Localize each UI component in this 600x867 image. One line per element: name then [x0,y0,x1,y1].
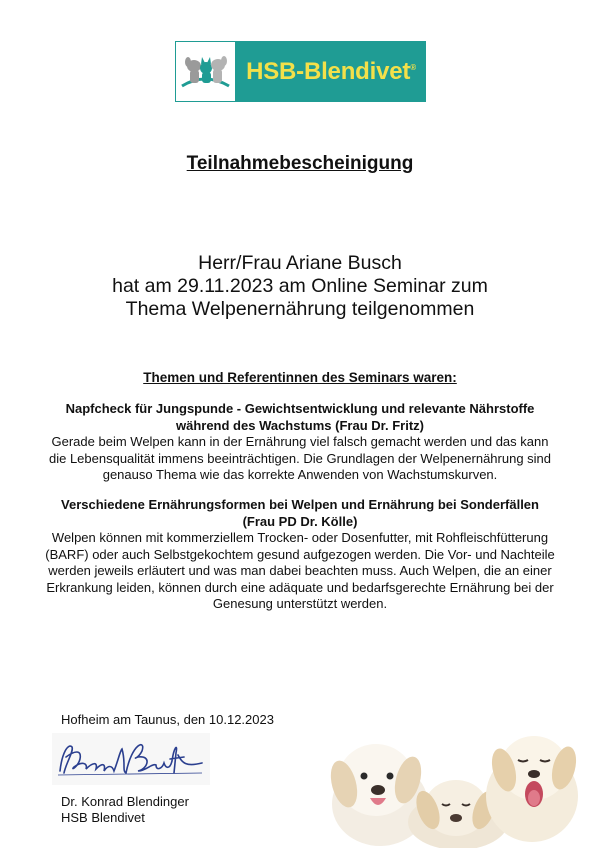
topic-description: die Lebensqualität immens beeinträchtigen. Die Grundlagen der Welpenernährung sind [48,450,552,466]
topics-heading: Themen und Referentinnen des Seminars waren: [143,370,457,385]
seminar-date-line: hat am 29.11.2023 am Online Seminar zum [112,275,488,297]
topic-title: Napfcheck für Jungspunde - Gewichtsentwicklung und relevante Nährstoffe [65,401,535,416]
topic-item [30,497,570,613]
registered-mark: ® [410,62,416,72]
brand-text: HSB-Blendivet [246,57,411,85]
topic-title: (Frau PD Dr. Kölle) [242,513,358,529]
signer-organization: HSB Blendivet [61,810,145,825]
topic-description: Erkrankung leiden, können durch eine adäquate und bedarfsgerechte Ernährung bei der [46,579,554,595]
topic-title: während des Wachstums (Frau Dr. Fritz) [175,417,424,433]
seminar-topic-line: Thema Welpenernährung teilgenommen [125,298,475,320]
signer-block [61,794,189,826]
participant-name-line: Herr/Frau Ariane Busch [198,252,402,274]
topic-description: Welpen können mit kommerziellem Trocken- oder Dosenfutter, mit Rohfleischfütterung [51,530,549,545]
topic-description: Gerade beim Welpen kann in der Ernährung viel falsch gemacht werden und das kann [51,434,549,449]
topic-description: werden jeweils erläutert und was man dabei beachten muss. Auch Welpen, die an einer [48,563,552,578]
topic-title: Verschiedene Ernährungsformen bei Welpen und Ernährung bei Sonderfällen [61,497,539,512]
topic-item [30,401,570,484]
topic-description: (BARF) oder auch Selbstgekochtem gesund aufgezogen werden. Die Vor- und Nachteile [45,546,555,562]
topic-description: genauso Thema wie das korrekte Anwenden von Wachstumskurven. [102,467,498,482]
brand-name [236,58,426,86]
participant-statement [0,252,600,321]
puppies-image [318,718,586,848]
topic-description: Genesung unterstützt werden. [212,596,388,611]
pets-logo-icon [175,41,236,102]
signer-name: Dr. Konrad Blendinger [61,794,189,809]
handwritten-signature [52,733,210,785]
company-logo [175,41,426,102]
document-title: Teilnahmebescheinigung [186,153,414,174]
place-and-date: Hofheim am Taunus, den 10.12.2023 [61,712,274,727]
